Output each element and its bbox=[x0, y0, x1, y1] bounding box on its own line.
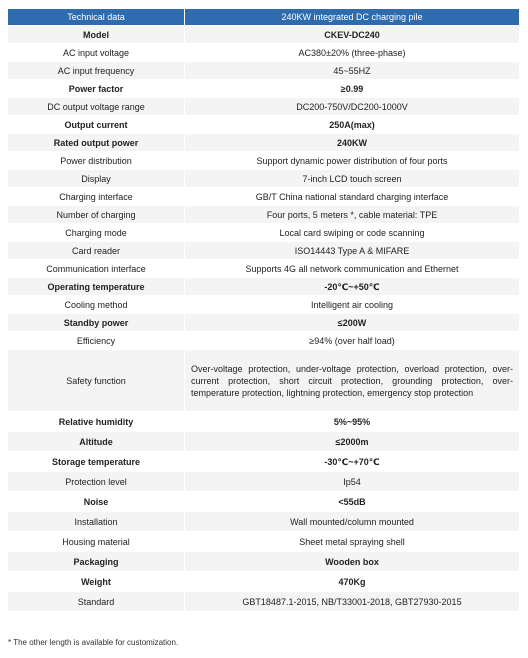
table-row bbox=[8, 572, 520, 592]
table-row bbox=[8, 432, 520, 452]
header-technical-data: Technical data bbox=[8, 9, 185, 26]
spec-label: Output current bbox=[8, 116, 185, 134]
spec-label: Housing material bbox=[8, 532, 185, 552]
header-product-name: 240KW integrated DC charging pile bbox=[185, 9, 520, 26]
table-row bbox=[8, 152, 520, 170]
spec-value: CKEV-DC240 bbox=[185, 26, 520, 44]
spec-value: ≤2000m bbox=[185, 432, 520, 452]
table-row bbox=[8, 206, 520, 224]
spec-label: Power factor bbox=[8, 80, 185, 98]
spec-label: Power distribution bbox=[8, 152, 185, 170]
table-row bbox=[8, 314, 520, 332]
spec-label: Display bbox=[8, 170, 185, 188]
spec-value: Ip54 bbox=[185, 472, 520, 492]
footnote: * The other length is available for customization. bbox=[8, 638, 179, 647]
spec-value: 7-inch LCD touch screen bbox=[185, 170, 520, 188]
spec-label: Storage temperature bbox=[8, 452, 185, 472]
table-row bbox=[8, 116, 520, 134]
spec-value: Wooden box bbox=[185, 552, 520, 572]
table-row bbox=[8, 452, 520, 472]
spec-value: ≥94% (over half load) bbox=[185, 332, 520, 350]
spec-label: Weight bbox=[8, 572, 185, 592]
spec-label: DC output voltage range bbox=[8, 98, 185, 116]
spec-label: Number of charging bbox=[8, 206, 185, 224]
table-row bbox=[8, 98, 520, 116]
spec-label: Installation bbox=[8, 512, 185, 532]
table-row bbox=[8, 170, 520, 188]
spec-label: Communication interface bbox=[8, 260, 185, 278]
spec-label: Rated output power bbox=[8, 134, 185, 152]
spec-table-body bbox=[8, 26, 520, 612]
table-row bbox=[8, 260, 520, 278]
table-row bbox=[8, 332, 520, 350]
spec-value: ≥0.99 bbox=[185, 80, 520, 98]
spec-value: AC380±20% (three-phase) bbox=[185, 44, 520, 62]
spec-label: Relative humidity bbox=[8, 412, 185, 432]
spec-value: ≤200W bbox=[185, 314, 520, 332]
spec-value: Support dynamic power distribution of four ports bbox=[185, 152, 520, 170]
spec-value: 5%~95% bbox=[185, 412, 520, 432]
table-row bbox=[8, 44, 520, 62]
spec-value: Wall mounted/column mounted bbox=[185, 512, 520, 532]
table-row bbox=[8, 592, 520, 612]
spec-label: Noise bbox=[8, 492, 185, 512]
table-row bbox=[8, 278, 520, 296]
table-row bbox=[8, 134, 520, 152]
table-row bbox=[8, 296, 520, 314]
spec-label: Model bbox=[8, 26, 185, 44]
spec-value: Over-voltage protection, under-voltage protection, overload protection, over-current protection, short circuit protection, grounding protection, over-temperature protection, lightning protection, emergency stop protection bbox=[185, 350, 520, 412]
table-row bbox=[8, 26, 520, 44]
spec-value: GBT18487.1-2015, NB/T33001-2018, GBT27930-2015 bbox=[185, 592, 520, 612]
spec-label: AC input frequency bbox=[8, 62, 185, 80]
spec-label: Safety function bbox=[8, 350, 185, 412]
spec-value: -30℃~+70℃ bbox=[185, 452, 520, 472]
table-row bbox=[8, 412, 520, 432]
spec-value: -20℃~+50℃ bbox=[185, 278, 520, 296]
table-row bbox=[8, 224, 520, 242]
table-row bbox=[8, 62, 520, 80]
table-row bbox=[8, 532, 520, 552]
spec-label: Standby power bbox=[8, 314, 185, 332]
spec-value: ISO14443 Type A & MIFARE bbox=[185, 242, 520, 260]
spec-value: Local card swiping or code scanning bbox=[185, 224, 520, 242]
table-row bbox=[8, 350, 520, 412]
table-row bbox=[8, 80, 520, 98]
spec-label: Operating temperature bbox=[8, 278, 185, 296]
table-header-row bbox=[8, 9, 520, 26]
spec-label: Charging mode bbox=[8, 224, 185, 242]
table-row bbox=[8, 512, 520, 532]
table-row bbox=[8, 552, 520, 572]
table-row bbox=[8, 492, 520, 512]
spec-value: Sheet metal spraying shell bbox=[185, 532, 520, 552]
spec-label: Protection level bbox=[8, 472, 185, 492]
spec-value: Supports 4G all network communication and Ethernet bbox=[185, 260, 520, 278]
spec-value: GB/T China national standard charging interface bbox=[185, 188, 520, 206]
spec-label: Card reader bbox=[8, 242, 185, 260]
spec-value: 470Kg bbox=[185, 572, 520, 592]
spec-table bbox=[7, 8, 520, 612]
spec-label: Cooling method bbox=[8, 296, 185, 314]
spec-label: Altitude bbox=[8, 432, 185, 452]
table-row bbox=[8, 472, 520, 492]
spec-label: Packaging bbox=[8, 552, 185, 572]
spec-value: <55dB bbox=[185, 492, 520, 512]
spec-value: 45~55HZ bbox=[185, 62, 520, 80]
spec-value: Four ports, 5 meters *, cable material: TPE bbox=[185, 206, 520, 224]
spec-value: 250A(max) bbox=[185, 116, 520, 134]
table-row bbox=[8, 242, 520, 260]
spec-label: Standard bbox=[8, 592, 185, 612]
spec-label: Efficiency bbox=[8, 332, 185, 350]
spec-value: DC200-750V/DC200-1000V bbox=[185, 98, 520, 116]
spec-value: Intelligent air cooling bbox=[185, 296, 520, 314]
spec-label: Charging interface bbox=[8, 188, 185, 206]
table-row bbox=[8, 188, 520, 206]
spec-label: AC input voltage bbox=[8, 44, 185, 62]
spec-value: 240KW bbox=[185, 134, 520, 152]
